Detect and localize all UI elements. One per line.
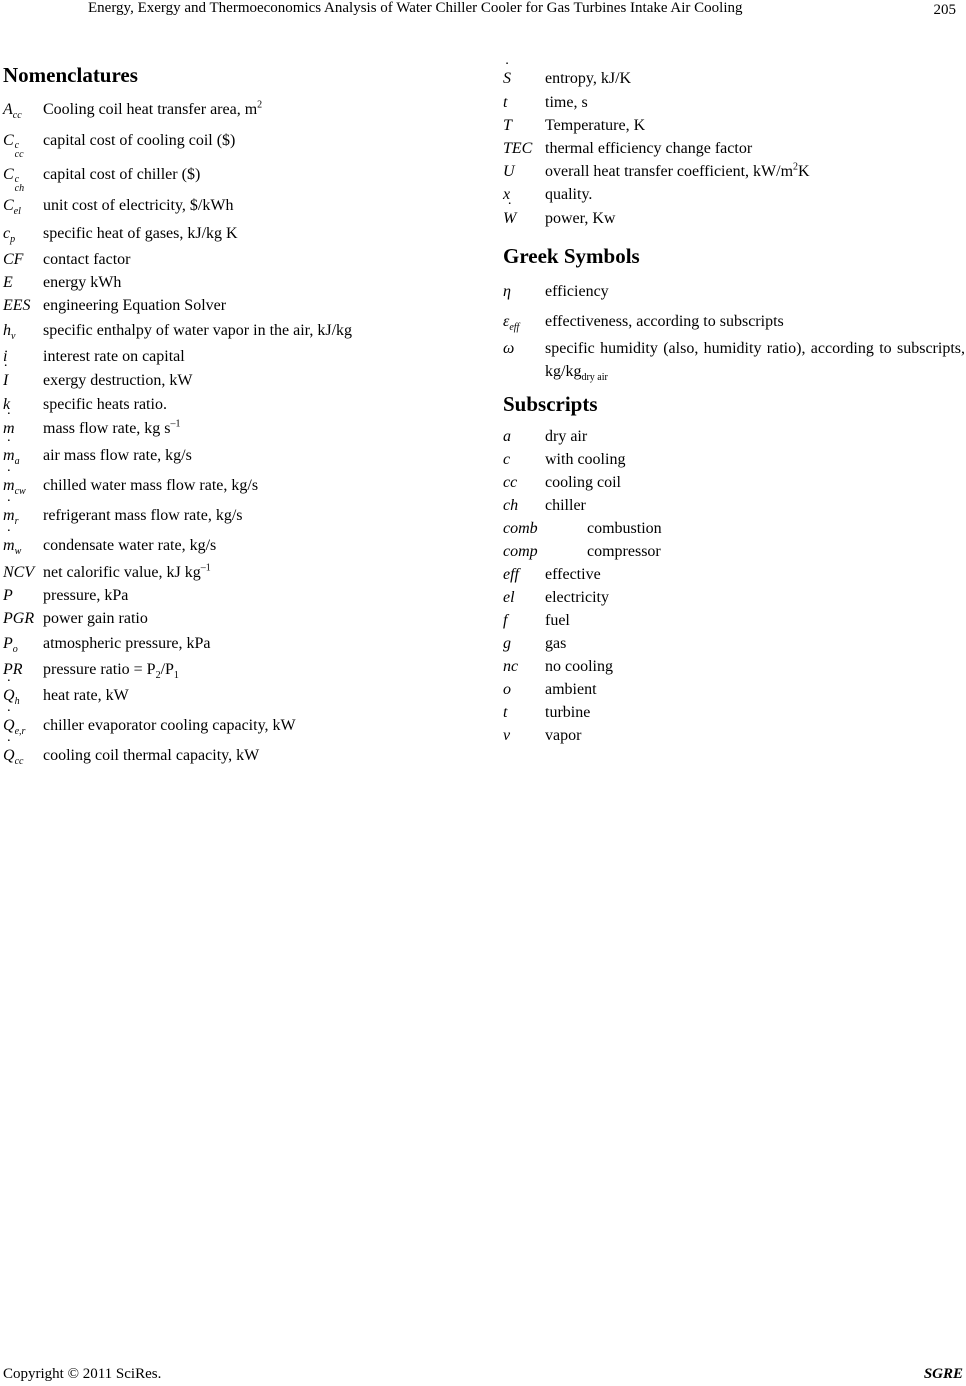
symbol-base: NCV bbox=[3, 564, 35, 581]
entry-row bbox=[3, 658, 473, 681]
symbol bbox=[503, 609, 545, 632]
symbol bbox=[503, 277, 545, 307]
definition-text: specific heats ratio. bbox=[43, 396, 167, 413]
symbol-script-stack bbox=[15, 175, 24, 193]
symbol bbox=[503, 701, 545, 724]
symbol-base: t bbox=[503, 94, 508, 111]
definition bbox=[43, 271, 473, 294]
definition-text: refrigerant mass flow rate, kg/s bbox=[43, 507, 243, 524]
symbol-base: o bbox=[503, 681, 511, 698]
definition bbox=[43, 192, 473, 220]
entry-row bbox=[3, 192, 473, 220]
definition bbox=[43, 294, 473, 317]
definition-text: chiller bbox=[545, 497, 586, 514]
definition bbox=[545, 448, 965, 471]
definition-text: gas bbox=[545, 635, 567, 652]
symbol bbox=[503, 206, 545, 231]
definition-text: effective bbox=[545, 566, 601, 583]
symbol-base: ˙ W bbox=[503, 206, 516, 231]
entry-row bbox=[503, 724, 965, 747]
entry-row bbox=[3, 471, 473, 501]
entry-row bbox=[3, 294, 473, 317]
page-number: 205 bbox=[933, 2, 956, 18]
definition-text: cooling coil thermal capacity, kW bbox=[43, 747, 260, 764]
symbol-base: ˙ m bbox=[3, 416, 15, 441]
symbol-subscript: e,r bbox=[14, 726, 26, 738]
definition-text: vapor bbox=[545, 727, 582, 744]
symbol-base: PGR bbox=[3, 610, 35, 627]
definition bbox=[43, 345, 473, 368]
entry-row bbox=[503, 701, 965, 724]
entry-row bbox=[3, 271, 473, 294]
symbol-base: EES bbox=[3, 297, 31, 314]
symbol-base: C bbox=[3, 166, 14, 183]
definition-text: energy kWh bbox=[43, 274, 122, 291]
symbol-base: ˙ Q bbox=[3, 681, 15, 711]
entry-row bbox=[3, 681, 473, 711]
symbol-base: A bbox=[3, 101, 13, 118]
running-title: Energy, Exergy and Thermoeconomics Analysis of Water Chiller Cooler for Gas Turbines Intake Air Cooling bbox=[88, 0, 743, 16]
symbol-subscript: eff bbox=[509, 322, 520, 334]
definition-text: combustion bbox=[587, 520, 662, 537]
symbol-base: eff bbox=[503, 566, 519, 583]
entry-row bbox=[503, 540, 965, 563]
definition-subscript: 2 bbox=[155, 670, 161, 682]
definition-text: atmospheric pressure, kPa bbox=[43, 635, 211, 652]
definition bbox=[43, 658, 473, 681]
definition bbox=[545, 183, 965, 206]
entry-row bbox=[3, 393, 473, 416]
symbol bbox=[3, 248, 43, 271]
entry-row bbox=[503, 137, 965, 160]
symbol bbox=[3, 345, 43, 368]
symbol bbox=[503, 724, 545, 747]
symbol-base: CF bbox=[3, 251, 24, 268]
copyright-notice: Copyright © 2011 SciRes. bbox=[3, 1366, 162, 1382]
symbol-subscript: cc bbox=[14, 149, 24, 160]
definition-text: unit cost of electricity, $/kWh bbox=[43, 197, 234, 214]
definition-text: engineering Equation Solver bbox=[43, 297, 227, 314]
entry-row bbox=[3, 220, 473, 248]
definition-superscript: 2 bbox=[793, 161, 799, 173]
entry-row bbox=[503, 609, 965, 632]
symbol bbox=[503, 66, 545, 91]
symbol-base: PR bbox=[3, 661, 23, 678]
subscripts-list bbox=[503, 425, 965, 747]
entry-row bbox=[3, 441, 473, 471]
symbol-superscript: c bbox=[14, 174, 20, 185]
definition-subscript: dry air bbox=[581, 372, 608, 384]
definition-text: quality. bbox=[545, 186, 593, 203]
symbol bbox=[3, 192, 43, 220]
symbol-base: k bbox=[3, 396, 11, 413]
definition-text: pressure, kPa bbox=[43, 587, 129, 604]
entry-row bbox=[503, 91, 965, 114]
symbol bbox=[503, 540, 587, 563]
entry-row bbox=[503, 517, 965, 540]
entry-row bbox=[3, 531, 473, 561]
symbol-base: ˙ I bbox=[3, 368, 8, 393]
symbol bbox=[503, 307, 545, 337]
definition bbox=[43, 711, 473, 741]
symbol bbox=[503, 655, 545, 678]
definition-text: thermal efficiency change factor bbox=[545, 140, 753, 157]
definition bbox=[43, 96, 473, 124]
symbol bbox=[503, 160, 545, 183]
symbol-base: f bbox=[503, 612, 508, 629]
entry-row bbox=[503, 655, 965, 678]
entry-row bbox=[3, 345, 473, 368]
entry-row bbox=[3, 741, 473, 771]
definition bbox=[43, 368, 473, 393]
definition-text: time, s bbox=[545, 94, 588, 111]
symbol bbox=[503, 563, 545, 586]
definition-text: power, Kw bbox=[545, 210, 616, 227]
symbol-base: ˙ Q bbox=[3, 711, 15, 741]
definition-text: compressor bbox=[587, 543, 661, 560]
symbol-base: P bbox=[3, 635, 13, 652]
symbol bbox=[3, 271, 43, 294]
symbol-subscript: o bbox=[12, 644, 18, 656]
symbol-base: T bbox=[503, 117, 512, 134]
definition-superscript: –1 bbox=[200, 562, 211, 574]
symbol-subscript: cc bbox=[12, 110, 22, 122]
nomenclature-heading: Nomenclatures bbox=[3, 63, 138, 87]
definition-text: capital cost of chiller ($) bbox=[43, 166, 201, 183]
entry-row bbox=[3, 607, 473, 630]
definition bbox=[545, 563, 965, 586]
symbol-base: nc bbox=[503, 658, 519, 675]
definition bbox=[545, 632, 965, 655]
symbol bbox=[503, 448, 545, 471]
entry-row bbox=[503, 425, 965, 448]
definition bbox=[545, 337, 965, 383]
symbol bbox=[503, 337, 545, 383]
symbol-subscript: cw bbox=[14, 486, 26, 498]
symbol-base: comp bbox=[503, 543, 538, 560]
definition bbox=[43, 124, 473, 158]
entry-row bbox=[503, 586, 965, 609]
entry-row bbox=[503, 563, 965, 586]
definition-tail: /P bbox=[160, 661, 174, 678]
entry-row bbox=[3, 584, 473, 607]
definition-text: condensate water rate, kg/s bbox=[43, 537, 217, 554]
right-column bbox=[503, 66, 965, 747]
definition-text: entropy, kJ/K bbox=[545, 70, 632, 87]
entry-row bbox=[503, 448, 965, 471]
symbol-superscript: c bbox=[14, 140, 20, 151]
greek-symbols-list bbox=[503, 277, 965, 383]
definition bbox=[43, 416, 473, 441]
subscripts-heading: Subscripts bbox=[503, 392, 598, 416]
symbol-base: ch bbox=[503, 497, 519, 514]
symbol bbox=[3, 294, 43, 317]
entry-row bbox=[503, 337, 965, 383]
symbol-base: a bbox=[503, 428, 511, 445]
symbol-base: ˙ m bbox=[3, 441, 15, 471]
symbol-base: ε bbox=[503, 313, 510, 330]
entry-row bbox=[503, 114, 965, 137]
entry-row bbox=[3, 124, 473, 158]
entry-row bbox=[3, 711, 473, 741]
definition bbox=[545, 206, 965, 231]
symbol-subscript: a bbox=[14, 456, 20, 468]
definition-subscript: 1 bbox=[173, 670, 179, 682]
entry-row bbox=[3, 630, 473, 658]
left-column bbox=[3, 62, 473, 771]
symbol bbox=[3, 317, 43, 345]
definition bbox=[545, 724, 965, 747]
definition-text: electricity bbox=[545, 589, 609, 606]
definition bbox=[43, 393, 473, 416]
definition-text: cooling coil bbox=[545, 474, 621, 491]
symbol bbox=[3, 368, 43, 393]
definition-text: dry air bbox=[545, 428, 588, 445]
symbol-subscript: cc bbox=[14, 756, 24, 768]
definition bbox=[43, 741, 473, 771]
symbol-base: ω bbox=[503, 340, 515, 357]
symbol bbox=[3, 607, 43, 630]
symbol-base: ˙ S bbox=[503, 66, 511, 91]
definition-text: ambient bbox=[545, 681, 597, 698]
definition bbox=[545, 277, 965, 307]
symbol bbox=[503, 632, 545, 655]
entry-row bbox=[503, 66, 965, 91]
symbol bbox=[3, 561, 43, 584]
symbol-base: i bbox=[3, 348, 8, 365]
definition-text: exergy destruction, kW bbox=[43, 372, 193, 389]
nomenclature-list bbox=[3, 96, 473, 771]
symbol-base: comb bbox=[503, 520, 538, 537]
definition bbox=[545, 701, 965, 724]
definition-text: turbine bbox=[545, 704, 591, 721]
symbol-subscript: v bbox=[11, 331, 16, 343]
symbol-base: ˙ m bbox=[3, 501, 15, 531]
entry-row bbox=[503, 183, 965, 206]
definition bbox=[43, 607, 473, 630]
definition-text: contact factor bbox=[43, 251, 131, 268]
symbol bbox=[3, 158, 43, 193]
symbol-base: h bbox=[3, 322, 11, 339]
definition bbox=[545, 609, 965, 632]
definition bbox=[545, 137, 965, 160]
journal-abbreviation: SGRE bbox=[923, 1366, 963, 1382]
definition-text: efficiency bbox=[545, 283, 609, 300]
symbol-base: g bbox=[503, 635, 511, 652]
definition bbox=[545, 678, 965, 701]
symbol-base: C bbox=[3, 197, 14, 214]
entry-row bbox=[503, 678, 965, 701]
definition bbox=[43, 441, 473, 471]
definition-tail: K bbox=[798, 163, 810, 180]
symbol-subscript: p bbox=[10, 234, 16, 246]
entry-row bbox=[3, 561, 473, 584]
definition bbox=[43, 584, 473, 607]
symbol-base: c bbox=[3, 225, 11, 242]
entry-row bbox=[3, 416, 473, 441]
symbol-base: ˙ m bbox=[3, 531, 15, 561]
definition bbox=[545, 91, 965, 114]
symbol bbox=[3, 630, 43, 658]
definition-superscript: –1 bbox=[170, 418, 181, 430]
definition bbox=[43, 471, 473, 501]
entry-row bbox=[503, 632, 965, 655]
definition bbox=[587, 517, 965, 540]
entry-row bbox=[503, 160, 965, 183]
definition bbox=[43, 158, 473, 192]
symbol-base: c bbox=[503, 451, 511, 468]
symbol-base: U bbox=[503, 163, 515, 180]
definition-text: interest rate on capital bbox=[43, 348, 185, 365]
symbol-subscript: ch bbox=[14, 183, 25, 194]
entry-row bbox=[503, 494, 965, 517]
definition-text: specific heat of gases, kJ/kg K bbox=[43, 225, 238, 242]
symbol bbox=[503, 471, 545, 494]
symbol bbox=[503, 114, 545, 137]
symbol bbox=[503, 517, 587, 540]
definition bbox=[43, 630, 473, 658]
symbol-base: E bbox=[3, 274, 13, 291]
definition bbox=[587, 540, 965, 563]
symbol-base: TEC bbox=[503, 140, 533, 157]
symbol bbox=[3, 531, 43, 561]
entry-row bbox=[3, 248, 473, 271]
symbol bbox=[3, 96, 43, 124]
symbol-base: ˙ Q bbox=[3, 741, 15, 771]
definition-superscript: 2 bbox=[257, 99, 263, 111]
symbol-script-stack bbox=[15, 141, 24, 159]
symbol-subscript: r bbox=[14, 516, 19, 528]
definition bbox=[43, 681, 473, 711]
symbol-base: cc bbox=[503, 474, 518, 491]
definition-text: chiller evaporator cooling capacity, kW bbox=[43, 717, 296, 734]
definition bbox=[545, 586, 965, 609]
definition bbox=[545, 425, 965, 448]
symbol-base: C bbox=[3, 132, 14, 149]
symbol-base: P bbox=[3, 587, 13, 604]
definition bbox=[43, 501, 473, 531]
definition bbox=[43, 531, 473, 561]
definition-text: capital cost of cooling coil ($) bbox=[43, 132, 236, 149]
symbol-subscript: w bbox=[14, 546, 22, 558]
entry-row bbox=[3, 317, 473, 345]
definition-text: with cooling bbox=[545, 451, 626, 468]
definition-text: Cooling coil heat transfer area, m bbox=[43, 101, 258, 118]
definition bbox=[545, 655, 965, 678]
entry-row bbox=[503, 471, 965, 494]
definition bbox=[545, 114, 965, 137]
symbol bbox=[503, 425, 545, 448]
symbol-subscript: el bbox=[13, 206, 21, 218]
symbol-base: x bbox=[503, 186, 511, 203]
definition bbox=[43, 220, 473, 248]
entry-row bbox=[3, 96, 473, 124]
definition-text: net calorific value, kJ kg bbox=[43, 564, 201, 581]
entry-row bbox=[3, 158, 473, 192]
definition bbox=[545, 307, 965, 337]
definition bbox=[545, 160, 965, 183]
definition-text: specific humidity (also, humidity ratio), according to subscripts, kg/kg bbox=[545, 340, 965, 380]
definition bbox=[43, 248, 473, 271]
entry-row bbox=[503, 206, 965, 231]
entry-row bbox=[3, 501, 473, 531]
definition-text: heat rate, kW bbox=[43, 687, 129, 704]
definition-text: pressure ratio = P bbox=[43, 661, 156, 678]
symbol bbox=[3, 584, 43, 607]
symbol bbox=[503, 494, 545, 517]
definition bbox=[545, 494, 965, 517]
definition bbox=[43, 317, 473, 345]
symbol bbox=[3, 741, 43, 771]
nomenclature-list-continued bbox=[503, 66, 965, 231]
definition-text: air mass flow rate, kg/s bbox=[43, 447, 192, 464]
symbol bbox=[503, 586, 545, 609]
entry-row bbox=[503, 277, 965, 307]
definition-text: fuel bbox=[545, 612, 570, 629]
symbol-base: t bbox=[503, 704, 508, 721]
symbol bbox=[3, 124, 43, 159]
definition bbox=[43, 561, 473, 584]
symbol bbox=[503, 678, 545, 701]
symbol-base: el bbox=[503, 589, 515, 606]
definition bbox=[545, 471, 965, 494]
definition-text: effectiveness, according to subscripts bbox=[545, 313, 784, 330]
symbol-base: ˙ m bbox=[3, 471, 15, 501]
definition-text: overall heat transfer coefficient, kW/m bbox=[545, 163, 794, 180]
definition-text: chilled water mass flow rate, kg/s bbox=[43, 477, 259, 494]
definition-text: no cooling bbox=[545, 658, 613, 675]
symbol bbox=[503, 91, 545, 114]
definition bbox=[545, 66, 965, 91]
symbol-base: v bbox=[503, 727, 511, 744]
definition-text: mass flow rate, kg s bbox=[43, 420, 171, 437]
symbol-base: η bbox=[503, 283, 511, 300]
greek-symbols-heading: Greek Symbols bbox=[503, 244, 640, 268]
symbol-subscript: h bbox=[14, 696, 20, 708]
symbol bbox=[3, 220, 43, 248]
entry-row bbox=[3, 368, 473, 393]
definition-text: power gain ratio bbox=[43, 610, 148, 627]
definition-text: Temperature, K bbox=[545, 117, 646, 134]
symbol bbox=[503, 137, 545, 160]
definition-text: specific enthalpy of water vapor in the air, kJ/kg bbox=[43, 322, 353, 339]
entry-row bbox=[503, 307, 965, 337]
